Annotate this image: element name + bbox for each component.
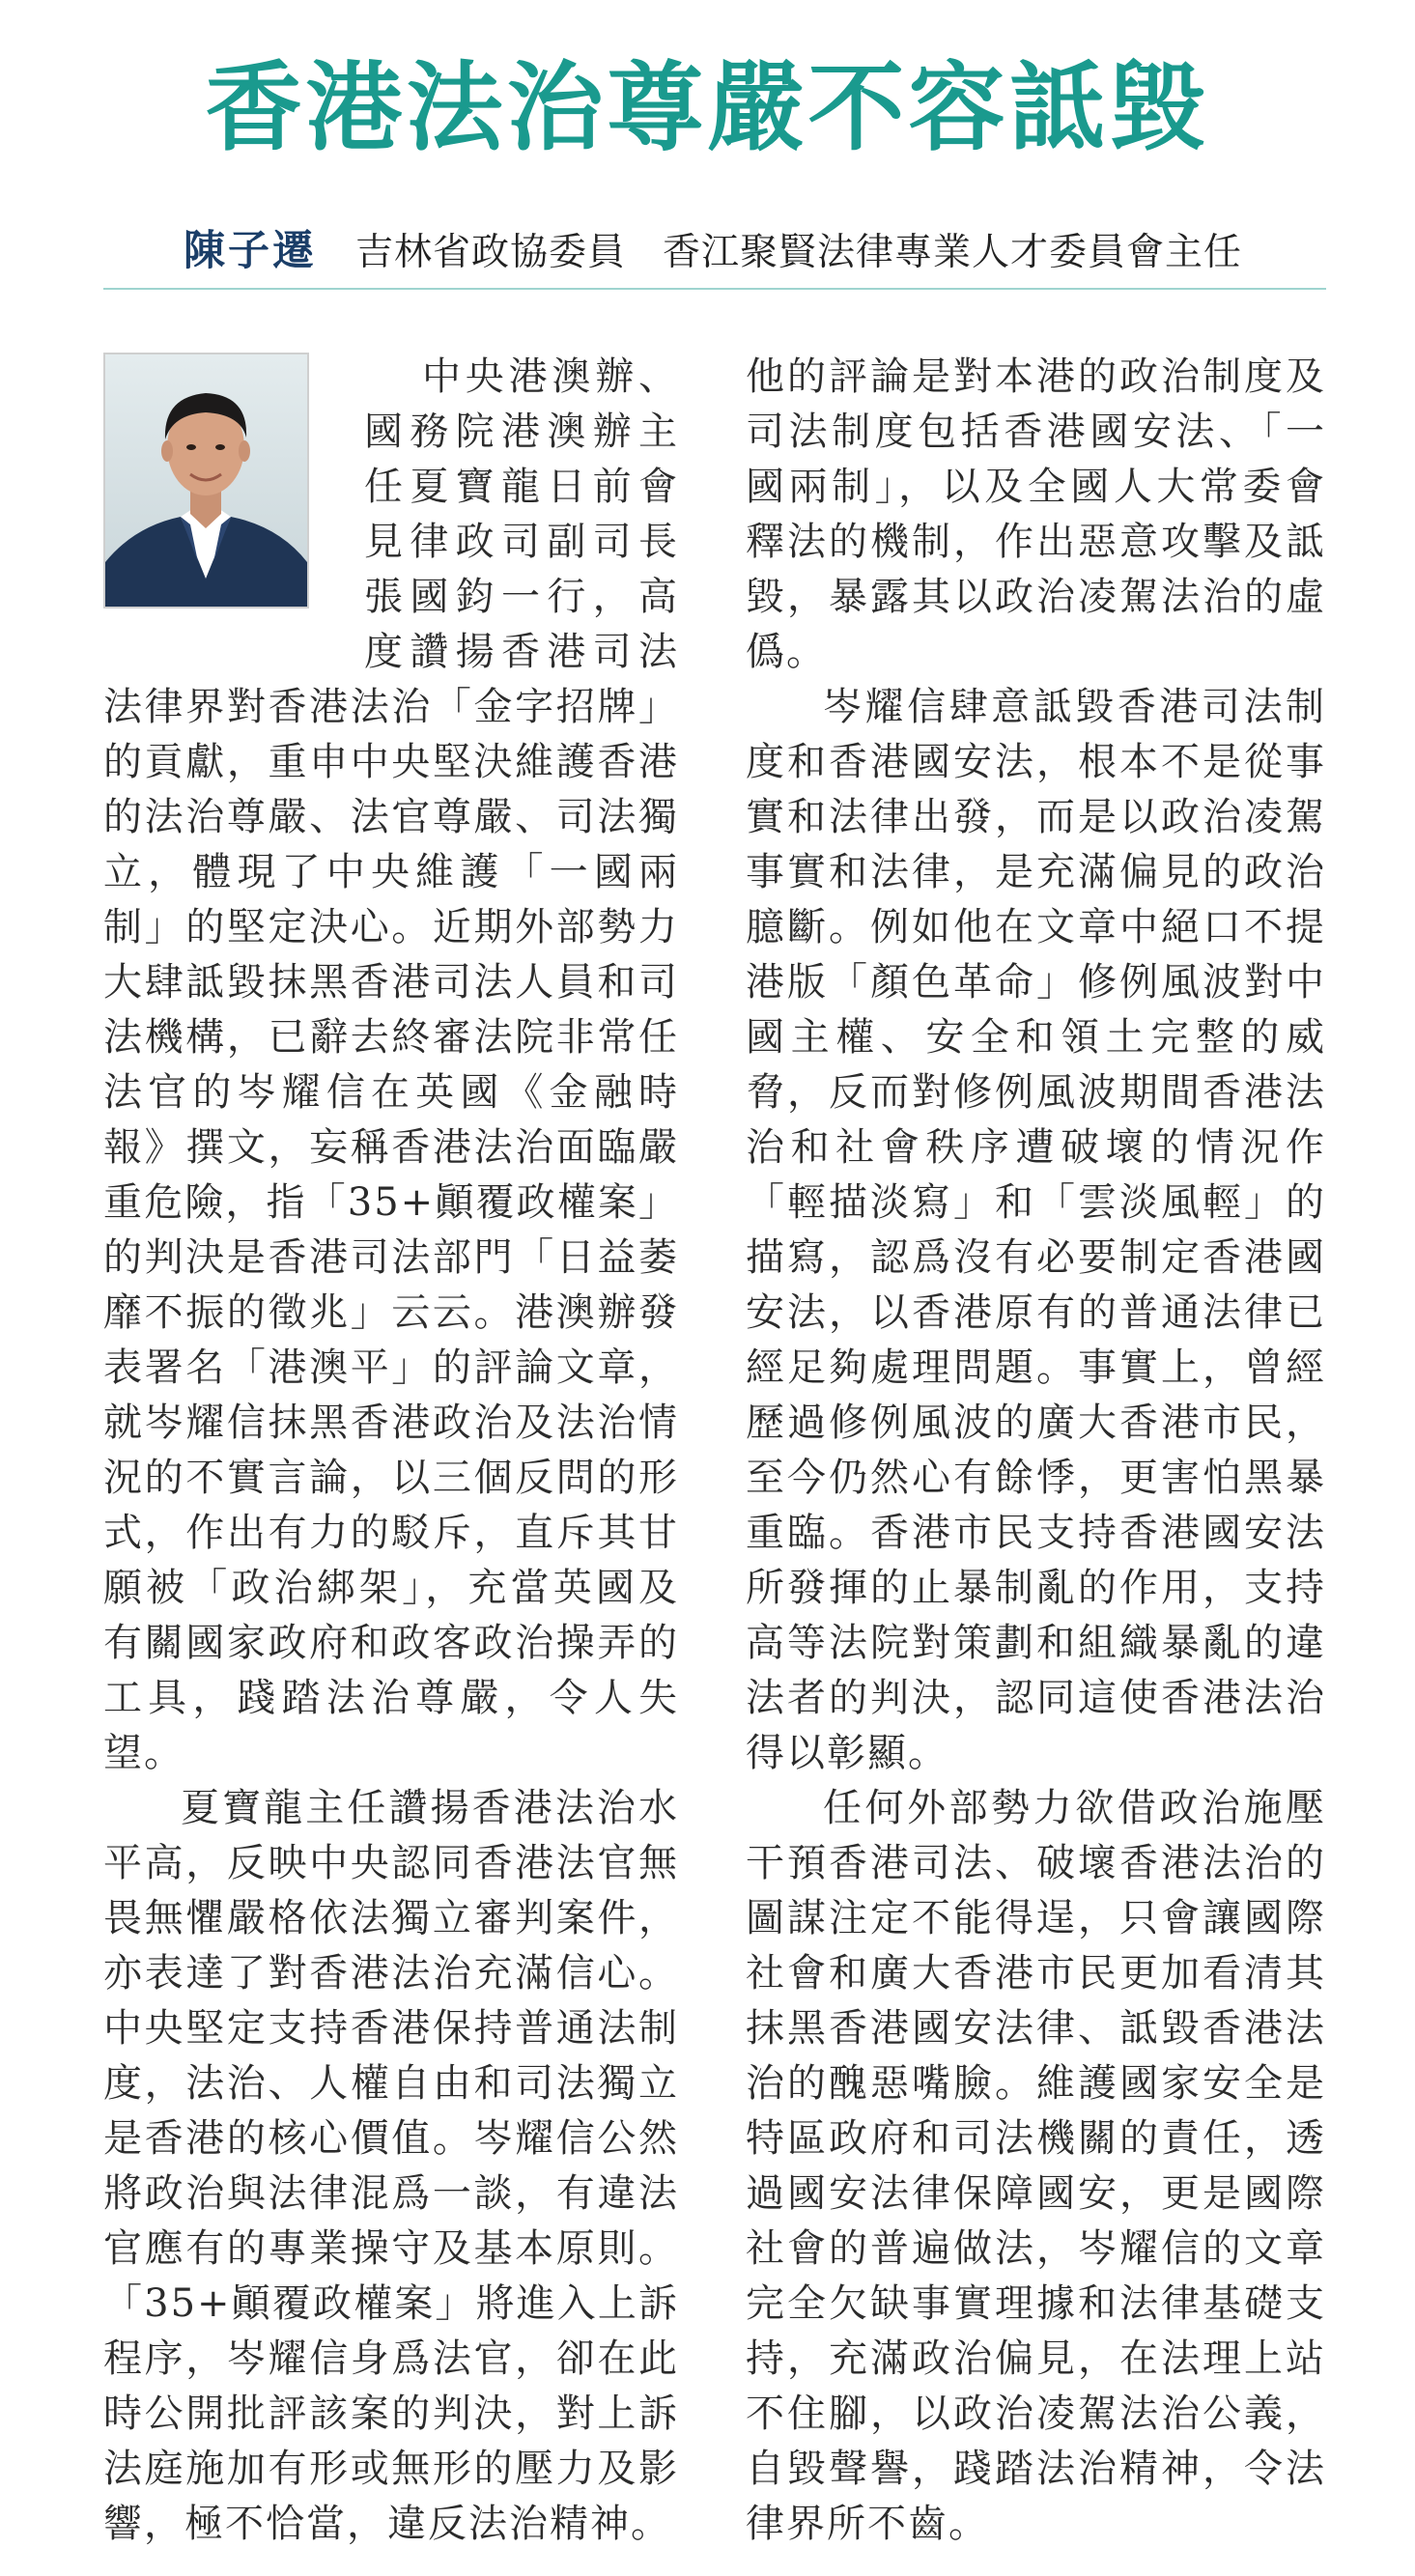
article-paragraph: 他的評論是對本港的政治制度及司法制度包括香港國安法、「一國兩制」，以及全國人大常委會釋法的機制，作出惡意攻擊及詆毀，暴露其以政治凌駕法治的虛僞。 bbox=[746, 354, 1326, 674]
byline bbox=[184, 218, 1279, 274]
article-paragraph: 中央港澳辦、國務院港澳辦主任夏寶龍日前會見律政司副司長張國鈞一行，高度讚揚香港司法法律界對香港法治「金字招牌」的貢獻，重申中央堅決維護香港的法治尊嚴、法官尊嚴、司法獨立，體現了中央維護「一國兩制」的堅定決心。近期外部勢力大肆詆毀抹黑香港司法人員和司法機構，已辭去終審法院非常任法官的岑耀信在英國《金融時報》撰文，妄稱香港法治面臨嚴重危險，指「35+顚覆政權案」的判決是香港司法部門「日益萎靡不振的徵兆」云云。港澳辦發表署名「港澳平」的評論文章，就岑耀信抹黑香港政治及法治情況的不實言論，以三個反問的形式，作出有力的駁斥，直斥其甘願被「政治綁架」，充當英國及有關國家政府和政客政治操弄的工具，踐踏法治尊嚴，令人失望。 bbox=[103, 354, 679, 1775]
photo-spacer bbox=[103, 350, 364, 680]
article-paragraph: 任何外部勢力欲借政治施壓干預香港司法、破壞香港法治的圖謀注定不能得逞，只會讓國際社會和廣大香港市民更加看清其抹黑香港國安法律、詆毀香港法治的醜惡嘴臉。維護國家安全是特區政府和司法機關的責任，透過國安法律保障國安，更是國際社會的普遍做法，岑耀信的文章完全欠缺事實理據和法律基礎支持，充滿政治偏見，在法理上站不住腳，以政治凌駕法治公義，自毀聲譽，踐踏法治精神，令法律界所不齒。 bbox=[746, 1786, 1326, 2546]
author-role-2: 香江聚賢法律專業人才委員會主任 bbox=[663, 231, 1243, 274]
headline: 香港法治尊嚴不容詆毀 bbox=[205, 51, 1210, 164]
article-paragraph: 岑耀信肆意詆毀香港司法制度和香港國安法，根本不是從事實和法律出發，而是以政治凌駕事實和法律，是充滿偏見的政治臆斷。例如他在文章中絕口不提港版「顏色革命」修例風波對中國主權、安全和領土完整的威脅，反而對修例風波期間香港法治和社會秩序遭破壞的情況作「輕描淡寫」和「雲淡風輕」的描寫，認爲沒有必要制定香港國安法，以香港原有的普通法律已經足夠處理問題。事實上，曾經歷過修例風波的廣大香港市民，至今仍然心有餘悸，更害怕黑暴重臨。香港市民支持香港國安法所發揮的止暴制亂的作用，支持高等法院對策劃和組織暴亂的違法者的判決，認同這使香港法治得以彰顯。 bbox=[746, 685, 1326, 1775]
article-column-left bbox=[103, 350, 679, 2552]
header-divider bbox=[103, 288, 1326, 290]
article-paragraph: 夏寶龍主任讚揚香港法治水平高，反映中央認同香港法官無畏無懼嚴格依法獨立審判案件，亦表達了對香港法治充滿信心。中央堅定支持香港保持普通法制度，法治、人權自由和司法獨立是香港的核心價值。岑耀信公然將政治與法律混爲一談，有違法官應有的專業操守及基本原則。「35+顚覆政權案」將進入上訴程序，岑耀信身爲法官，卻在此時公開批評該案的判決，對上訴法庭施加有形或無形的壓力及影響，極不恰當，違反法治精神。 bbox=[103, 1786, 679, 2546]
author-role-1: 吉林省政協委員 bbox=[355, 231, 627, 274]
article-column-right bbox=[746, 350, 1326, 2552]
author-name: 陳子遷 bbox=[184, 227, 317, 275]
